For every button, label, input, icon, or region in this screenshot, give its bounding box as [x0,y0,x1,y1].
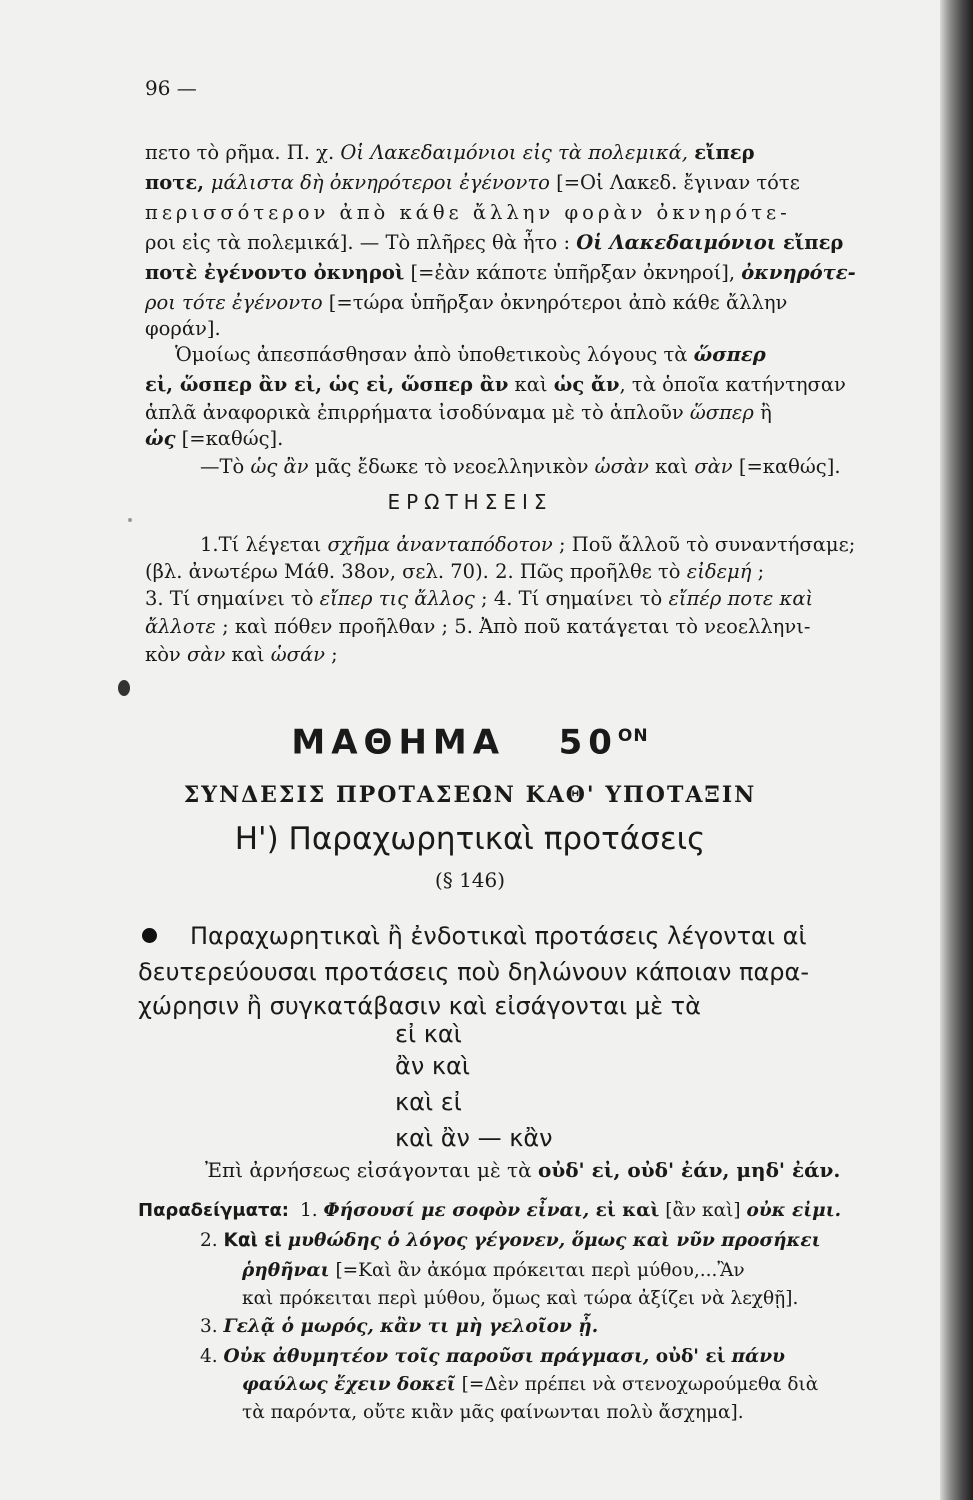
text: [=Καὶ ἂν ἀκόμα πρόκειται περὶ μύθου,...Ἂν [329,1260,745,1281]
intro-line-4 [145,228,843,257]
text: , τὰ ὁποῖα κατήντησαν [619,373,846,396]
para3-line [200,452,841,481]
text: 3. [200,1316,224,1337]
bullet-icon [142,928,157,943]
text: ; καὶ πόθεν προῆλθαν ; 5. Ἀπὸ ποῦ κατάγεται τὸ νεοελληνι- [215,615,811,638]
text-italic: Οἱ Λακεδαιμόνιοι εἰς τὰ πολεμικά, [340,141,695,164]
text-italic: Οὐκ ἀθυμητέον τοῖς παροῦσι πράγμασι, [223,1346,656,1367]
text-italic: μάλιστα δὴ ὀκνηρότεροι ἐγένοντο [210,171,550,194]
text-italic: ὥσπερ [689,401,754,424]
text-italic: ῥηθῆναι [242,1260,330,1281]
text: καὶ πρόκειται περὶ μύθου, ὅμως καὶ τώρα ἀξίζει νὰ λεχθῇ]. [242,1288,799,1309]
text: [=Δὲν πρέπει νὰ στενοχωρούμεθα διὰ [455,1374,819,1395]
conjunction-1: εἰ καὶ [395,1020,462,1048]
para2-line-3 [145,398,772,427]
intro-line-3 [145,198,791,227]
text-italic: εἰδεμή [686,560,752,583]
section-title: Η') Παραχωρητικαὶ προτάσεις [234,821,706,857]
text-bold: Καὶ εἰ [223,1230,282,1251]
text: καὶ [648,455,695,478]
text-italic: σὰν [694,455,733,478]
example-line-8 [242,1398,744,1427]
para2-line-1 [175,340,766,369]
text-italic: ὡσὰν [594,455,649,478]
para2-line-2 [145,370,846,399]
text: (βλ. ἀνωτέρω Μάθ. 38ον, σελ. 70). 2. Πῶς προῆλθε τὸ [145,560,687,583]
lesson-title [0,716,940,762]
examples-label: Παραδείγματα: [138,1200,290,1221]
text: ἢ [753,401,772,424]
text: μᾶς ἔδωκε τὸ νεοελληνικὸν [308,455,595,478]
text-italic: σχῆμα ἀνανταπόδοτον [327,533,553,556]
page-number: 96 — [145,76,197,100]
text: πετο τὸ ρῆμα. Π. χ. [145,141,341,164]
section-reference: (§ 146) [434,868,506,892]
text: Ἐπὶ ἀρνήσεως εἰσάγονται μὲ τὰ [205,1158,538,1182]
text: ; [324,643,338,666]
lesson-number: 50 [558,722,618,763]
text: 1.Τί λέγεται [200,533,328,556]
text: κὸν [145,643,187,666]
text: ; Ποῦ ἄλλοῦ τὸ συναντήσαμε; [552,533,856,556]
conjunction-3: καὶ εἰ [395,1088,462,1116]
text-italic: εἴπερ τις ἄλλος [319,587,475,610]
text-bold: εἴπερ [694,141,755,164]
text-italic: ὡς ἂν [250,455,309,478]
rule-line-1: Παραχωρητικαὶ ἢ ἐνδοτικαὶ προτάσεις λέγονται αἱ [190,922,807,950]
text-italic: ὡς [145,427,176,450]
text: φοράν]. [145,317,221,340]
rule-line-3: χώρησιν ἢ συγκατάβασιν καὶ εἰσάγονται μὲ τὰ [138,992,701,1020]
conjunction-2: ἂν καὶ [395,1052,470,1080]
para2-line-4 [145,424,283,453]
text: 1. [300,1200,324,1221]
text-italic: Γελᾷ ὁ μωρός, κἂν τι μὴ γελοῖον ᾖ. [223,1316,599,1337]
question-line-5 [145,640,338,669]
question-line-2 [145,557,764,586]
text-italic: ὀκνηρότε- [741,261,856,284]
text: ; 4. Τί σημαίνει τὸ [474,587,669,610]
text-bold: εἰ καὶ [595,1200,660,1221]
page-binding-edge [940,0,973,1500]
text-bold: ὡς ἄν [553,373,620,396]
text-bold: ὥσπερ [693,343,766,366]
text-italic: ὡσάν [270,643,325,666]
text: ; [751,560,765,583]
intro-line-1 [145,138,755,167]
text: ροι εἰς τὰ πολεμικά]. — Τὸ πλῆρες θὰ ἦτο : [145,231,577,254]
lesson-number-suffix: ΟΝ [617,726,649,746]
text: 3. Τί σημαίνει τὸ [145,587,320,610]
example-line-2 [200,1226,821,1255]
text-italic: οὐκ εἰμι. [746,1200,842,1221]
text: καὶ [508,373,554,396]
example-line-3 [242,1256,745,1285]
text-italic: μυθώδης ὁ λόγος γέγονεν, ὅμως καὶ νῦν προσήκει [287,1230,821,1251]
text-bold: οὐδ' εἰ [655,1346,726,1367]
text: ἁπλᾶ ἀναφορικὰ ἐπιρρήματα ἰσοδύναμα μὲ τὸ ἁπλοῦν [145,401,690,424]
example-line-4 [242,1284,798,1313]
text-bold: εἰ, ὥσπερ ἂν εἰ, ὡς εἰ, ὥσπερ ἂν [145,373,509,396]
example-line-7 [242,1370,818,1399]
ink-speck [128,518,132,522]
example-line-6 [200,1342,785,1371]
text: περισσότερον ἀπὸ κάθε ἄλλην φορὰν ὀκνηρότε- [145,201,791,224]
question-line-1 [200,530,855,559]
lesson-subtitle: ΣΥΝΔΕΣΙΣ ΠΡΟΤΑΣΕΩΝ ΚΑΘ' ΥΠΟΤΑΞΙΝ [183,782,757,808]
question-line-3 [145,584,813,613]
example-line-5 [200,1312,598,1341]
conjunction-4: καὶ ἂν — κἂν [395,1124,553,1152]
text: τὰ παρόντα, οὔτε κιἂν μᾶς φαίνωνται πολὺ ἄσχημα]. [242,1402,744,1423]
text-italic: φαύλως ἔχειν δοκεῖ [242,1374,456,1395]
text: [=Οἱ Λακεδ. ἔγιναν τότε [549,171,800,194]
text-italic: πάνυ [731,1346,785,1367]
text-italic: Φήσουσί με σοφὸν εἶναι, [323,1200,596,1221]
text: [ἂν καὶ] [659,1200,747,1221]
intro-line-7 [145,314,221,343]
text: [=τώρα ὑπῆρξαν ὀκνηρότεροι ἀπὸ κάθε ἄλλην [322,291,788,314]
ink-speck [118,680,130,696]
intro-line-6 [145,288,787,317]
text-italic: Οἱ Λακεδαιμόνιοι [576,231,783,254]
text: —Τὸ [200,455,251,478]
text: 4. [200,1346,224,1367]
lesson-title-word: ΜΑΘΗΜΑ [291,722,506,763]
text: 2. [200,1230,224,1251]
question-line-4 [145,612,810,641]
text-italic: ροι τότε ἐγένοντο [145,291,323,314]
text: [=ἐὰν κάποτε ὑπῆρξαν ὀκνηροί], [404,261,742,284]
questions-heading: ΕΡΩΤΗΣΕΙΣ [387,490,553,514]
negation-line [205,1156,840,1185]
text-bold: ποτὲ ἐγένοντο ὀκνηροὶ [145,261,405,284]
text: Ὁμοίως ἀπεσπάσθησαν ἀπὸ ὑποθετικοὺς λόγους τὰ [175,343,694,366]
text-italic: σὰν [186,643,226,666]
intro-line-2 [145,168,800,197]
text-bold: ποτε, [145,171,211,194]
text: [=καθώς]. [732,455,841,478]
text: καὶ [225,643,271,666]
text-italic: εἴπέρ ποτε καὶ [668,587,814,610]
text-bold: οὐδ' εἰ, οὐδ' ἐάν, μηδ' ἐάν. [538,1158,841,1182]
rule-line-2: δευτερεύουσαι προτάσεις ποὺ δηλώνουν κάποιαν παρα- [138,958,809,986]
text-bold: εἴπερ [783,231,844,254]
example-line-1 [300,1196,841,1225]
intro-line-5 [145,258,856,287]
text: [=καθώς]. [175,427,284,450]
text-italic: ἄλλοτε [145,615,216,638]
